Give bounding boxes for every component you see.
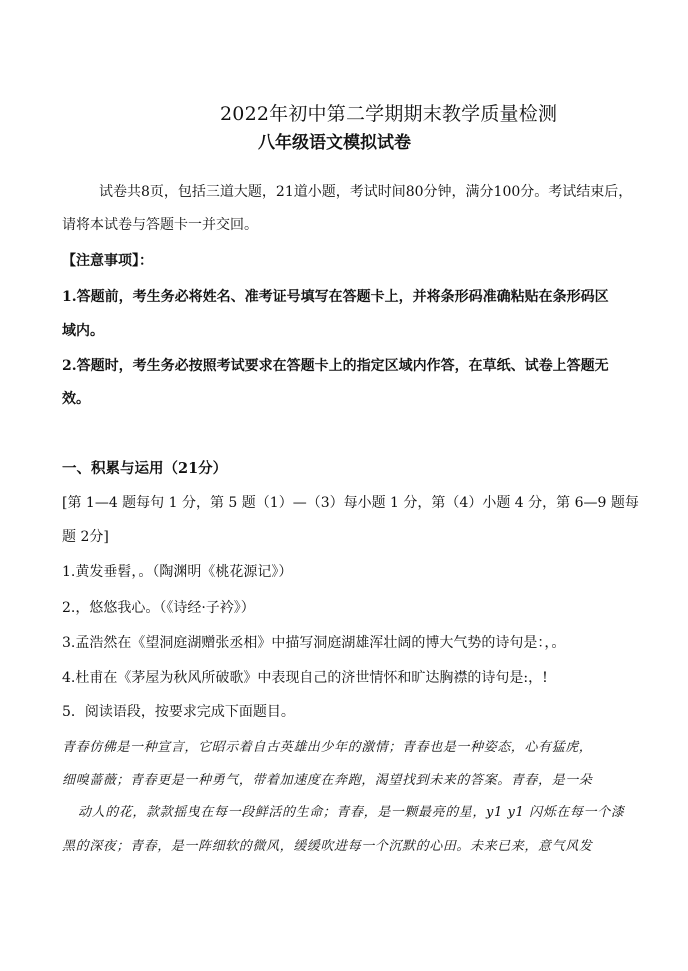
- passage-line-4: 黑的深夜；青春，是一阵细软的微风，缓缓吹进每一个沉默的心田。未来已来，意气风发: [62, 839, 593, 854]
- exam-subtitle: 八年级语文模拟试卷: [258, 133, 411, 153]
- notice-item-2-line-1: 2.答题时，考生务必按照考试要求在答题卡上的指定区域内作答，在草纸、试卷上答题无: [62, 358, 609, 374]
- intro-line-2: 请将本试卷与答题卡一并交回。: [62, 217, 258, 233]
- notice-item-1-line-2: 域内。: [62, 323, 104, 339]
- notice-item-2-line-2: 效。: [62, 391, 90, 407]
- question-1: 1.黄发垂髫，。（陶渊明《桃花源记》）: [62, 564, 293, 580]
- passage-line-2: 细嗅蔷薇；青春更是一种勇气，带着加速度在奔跑，渴望找到未来的答案。青春，是一朵: [62, 773, 593, 788]
- scoring-note-line-1: [第 1—4 题每句 1 分，第 5 题（1）—（3）每小题 1 分，第（4）小题 4 分，第 6—9 题每: [62, 495, 639, 511]
- question-4: 4.杜甫在《茅屋为秋风所破歌》中表现自己的济世情怀和旷达胸襟的诗句是:，!: [62, 670, 548, 686]
- notice-heading: 【注意事项】：: [62, 253, 153, 269]
- passage-line-3: 动人的花，款款摇曳在每一段鲜活的生命；青春，是一颗最亮的星，y1 y1 闪烁在每一个漆: [78, 805, 625, 820]
- scoring-note-line-2: 题 2分]: [62, 529, 109, 545]
- passage-line-1: 青春仿佛是一种宣言，它昭示着自古英雄出少年的激情；青春也是一种姿态，心有猛虎，: [62, 740, 593, 755]
- section-1-heading: 一、积累与运用（21分）: [62, 460, 228, 477]
- intro-line-1: 试卷共8页，包括三道大题，21道小题，考试时间80分钟，满分100分。考试结束后，: [99, 184, 633, 200]
- question-2: 2.，悠悠我心。（《诗经·子衿》）: [62, 600, 255, 616]
- exam-title: 2022年初中第二学期期末教学质量检测: [220, 103, 558, 125]
- question-3: 3.孟浩然在《望洞庭湖赠张丞相》中描写洞庭湖雄浑壮阔的博大气势的诗句是：，。: [62, 635, 566, 651]
- question-5: 5．阅读语段，按要求完成下面题目。: [62, 704, 295, 720]
- notice-item-1-line-1: 1.答题前，考生务必将姓名、准考证号填写在答题卡上，并将条形码准确粘贴在条形码区: [62, 289, 609, 305]
